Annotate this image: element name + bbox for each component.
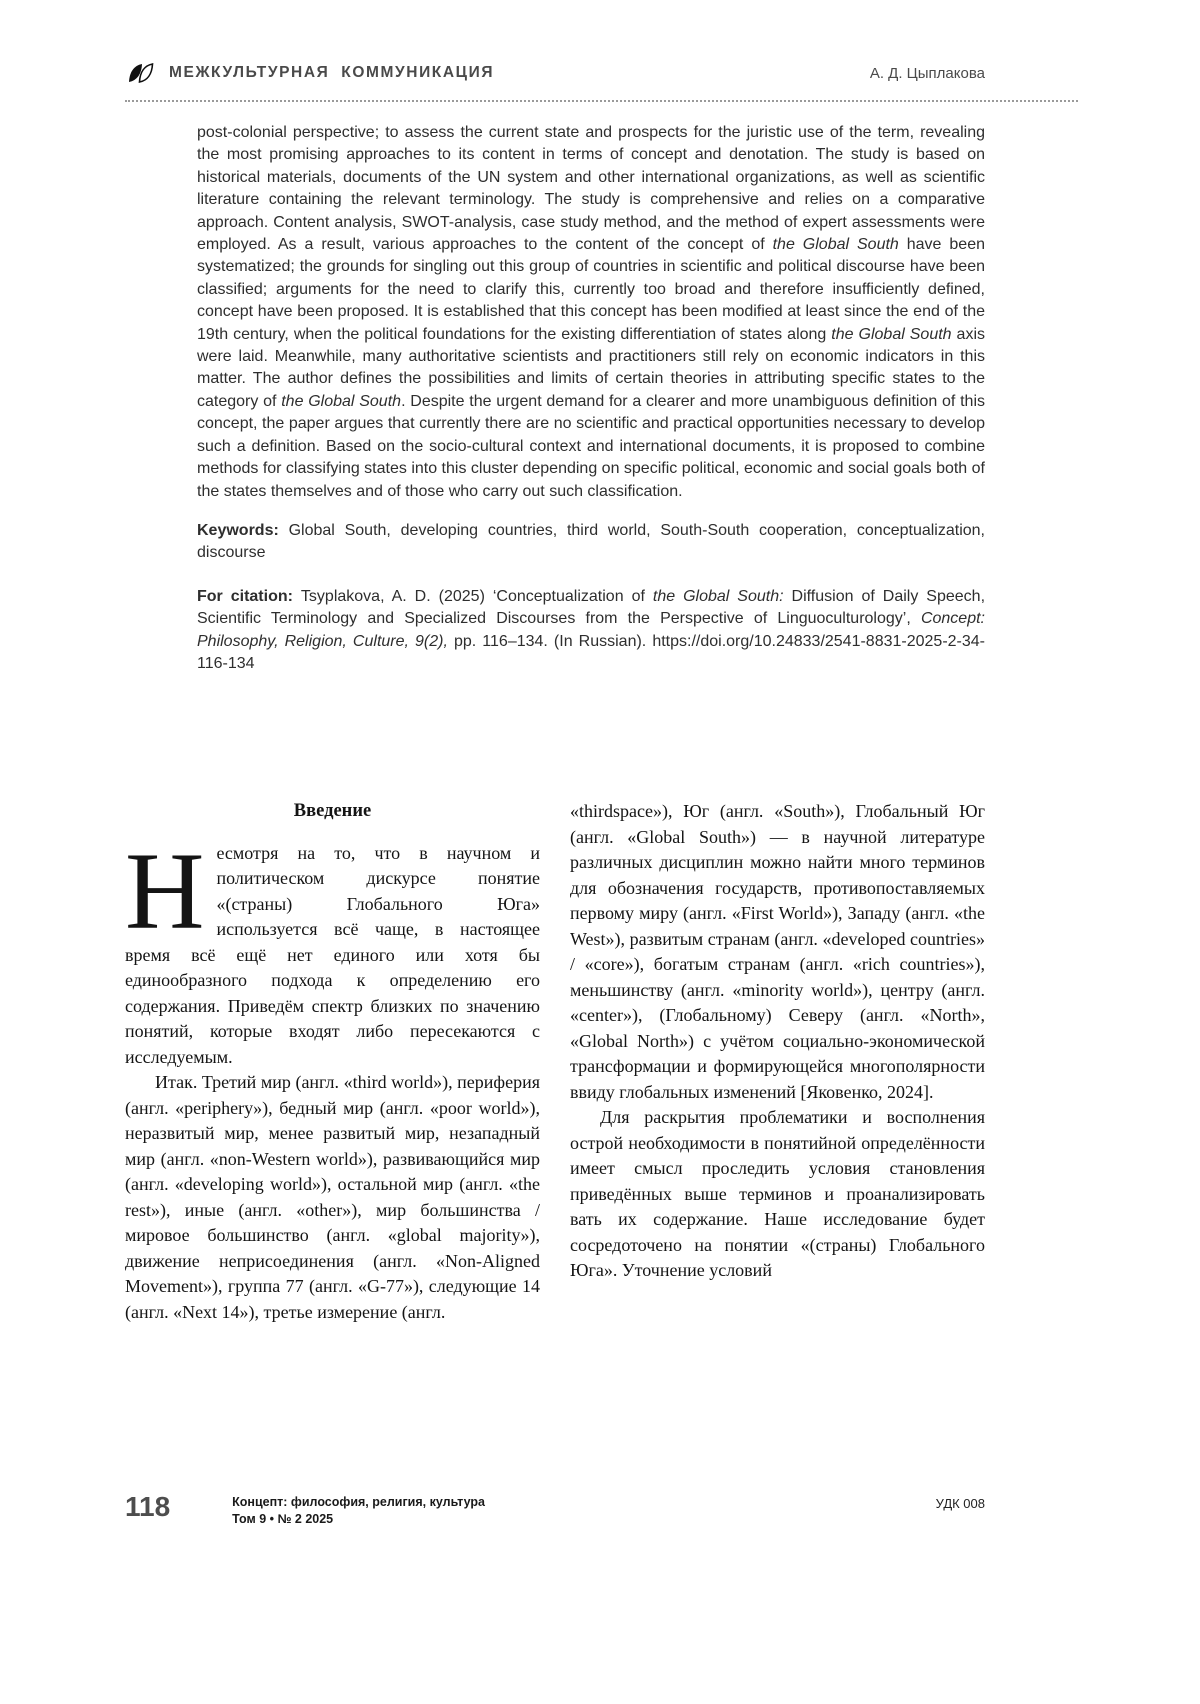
- author-name: А. Д. Цыплакова: [869, 64, 985, 82]
- terms-continued-paragraph: «thirdspace»), Юг (англ. «South»), Глобальный Юг (англ. «Global South») — в научной литературе различных дисциплин можно найти много терминов для обозначения государств, противопоставляемых первому миру (англ. «First World»), Западу (англ. «the West»), развитым странам (англ. «developed countries» / «core»), богатым странам (англ. «rich countries»), меньшинству (англ. «minority world»), центру (англ. «center»), (Глобальному) Северу (англ. «North», «Global North») с учётом социально-экономической трансформации и формирующейся многополярности ввиду глобальных изменений [Яковенко, 2024].: [570, 801, 985, 1102]
- right-column: [570, 799, 985, 1325]
- journal-info: [232, 1492, 485, 1528]
- page-footer: [125, 1492, 985, 1528]
- terms-paragraph: Итак. Третий мир (англ. «third world»), периферия (англ. «periphery»), бедный мир (англ. «poor world»), неразвитый мир, менее развитый мир, незападный мир (англ. «non-Western world»), развивающийся мир (англ. «developing world»), остальной мир (англ. «the rest»), иные (англ. «other»), мир большинства / мировое большинство (англ. «global majority»), движение неприсоединения (англ. «Non-Aligned Movement»), группа 77 (англ. «G-77»), следующие 14 (англ. «Next 14»), третье измерение (англ.: [125, 1072, 540, 1322]
- keywords-text: Keywords: Global South, developing countries, third world, South-South cooperation, conceptualization, discourse: [197, 521, 985, 562]
- intro-paragraph: [125, 829, 540, 1071]
- intro-paragraph-text: есмотря на то, что в научном и политическом дискурсе понятие «(страны) Глобального Юга» используется всё чаще, в настоящее время всё ещё нет единого или хотя бы единообразного подхода к определению его содержания. Приведём спектр близких по значению понятий, которые входят либо пересекаются с исследуемым.: [125, 842, 540, 1067]
- citation-text: For citation: Tsyplakova, A. D. (2025) ‘Conceptualization of the Global South: Diffusion of Daily Speech, Scientific Terminology and Specialized Discourses from the Perspective of Linguoculturology’, Concept: Philosophy, Religion, Culture, 9(2), pp. 116–134. (In Russian). https://doi.org/10.24833/2541-8831-2025-2-34-116-134: [197, 587, 986, 672]
- udc-code: УДК 008: [935, 1496, 985, 1511]
- left-column: [125, 799, 540, 1325]
- journal-page: [125, 58, 985, 1325]
- header-left: [125, 61, 494, 85]
- intro-heading: Введение: [293, 801, 372, 822]
- journal-title: Концепт: философия, религия, культура: [232, 1495, 485, 1509]
- journal-logo-icon: [125, 61, 157, 85]
- section-title: МЕЖКУЛЬТУРНАЯ КОММУНИКАЦИЯ: [169, 64, 495, 81]
- journal-issue: Том 9 • № 2 2025: [232, 1512, 334, 1526]
- article-columns: [125, 799, 985, 1325]
- abstract-text: post-colonial perspective; to assess the current state and prospects for the juristic use of the term, revealing the most promising approaches to its content in terms of concept and denotation. The study is based on historical materials, documents of the UN system and other international organizations, as well as scientific literature containing the relevant terminology. The study is comprehensive and relies on a comparative approach. Content analysis, SWOT-analysis, case study method, and the method of expert assessments were employed. As a result, various approaches to the content of the concept of the Global South have been systematized; the grounds for singling out this group of countries in scientific and political discourse have been classified; arguments for the need to clarify this, currently too broad and therefore insufficiently defined, concept have been proposed. It is established that this concept has been modified at least since the end of the 19th century, when the political foundations for the existing differentiation of states along the Global South axis were laid. Meanwhile, many authoritative scientists and practitioners still rely on economic indicators in this matter. The author defines the possibilities and limits of certain theories in attributing specific states to the category of the Global South. Despite the urgent demand for a clearer and more unambiguous definition of this concept, the paper argues that currently there are no scientific and practical opportunities necessary to develop such a definition. Based on the socio-cultural context and international documents, it is proposed to combine methods for classifying states into this cluster depending on specific political, economic and social goals both of the states themselves and of those who carry out such classification.: [197, 124, 985, 500]
- page-header: [125, 58, 985, 88]
- dropcap-letter: Н: [125, 829, 205, 952]
- page-number: 118: [125, 1491, 171, 1522]
- research-scope-paragraph: Для раскрытия проблематики и восполнения острой необходимости в понятийной определённости имеет смысл проследить условия становления приведённых выше терминов и проанализировать вать их содержание. Наше исследование будет сосредоточено на понятии «(страны) Глобального Юга». Уточнение условий: [570, 1107, 985, 1281]
- header-divider: [125, 100, 1078, 102]
